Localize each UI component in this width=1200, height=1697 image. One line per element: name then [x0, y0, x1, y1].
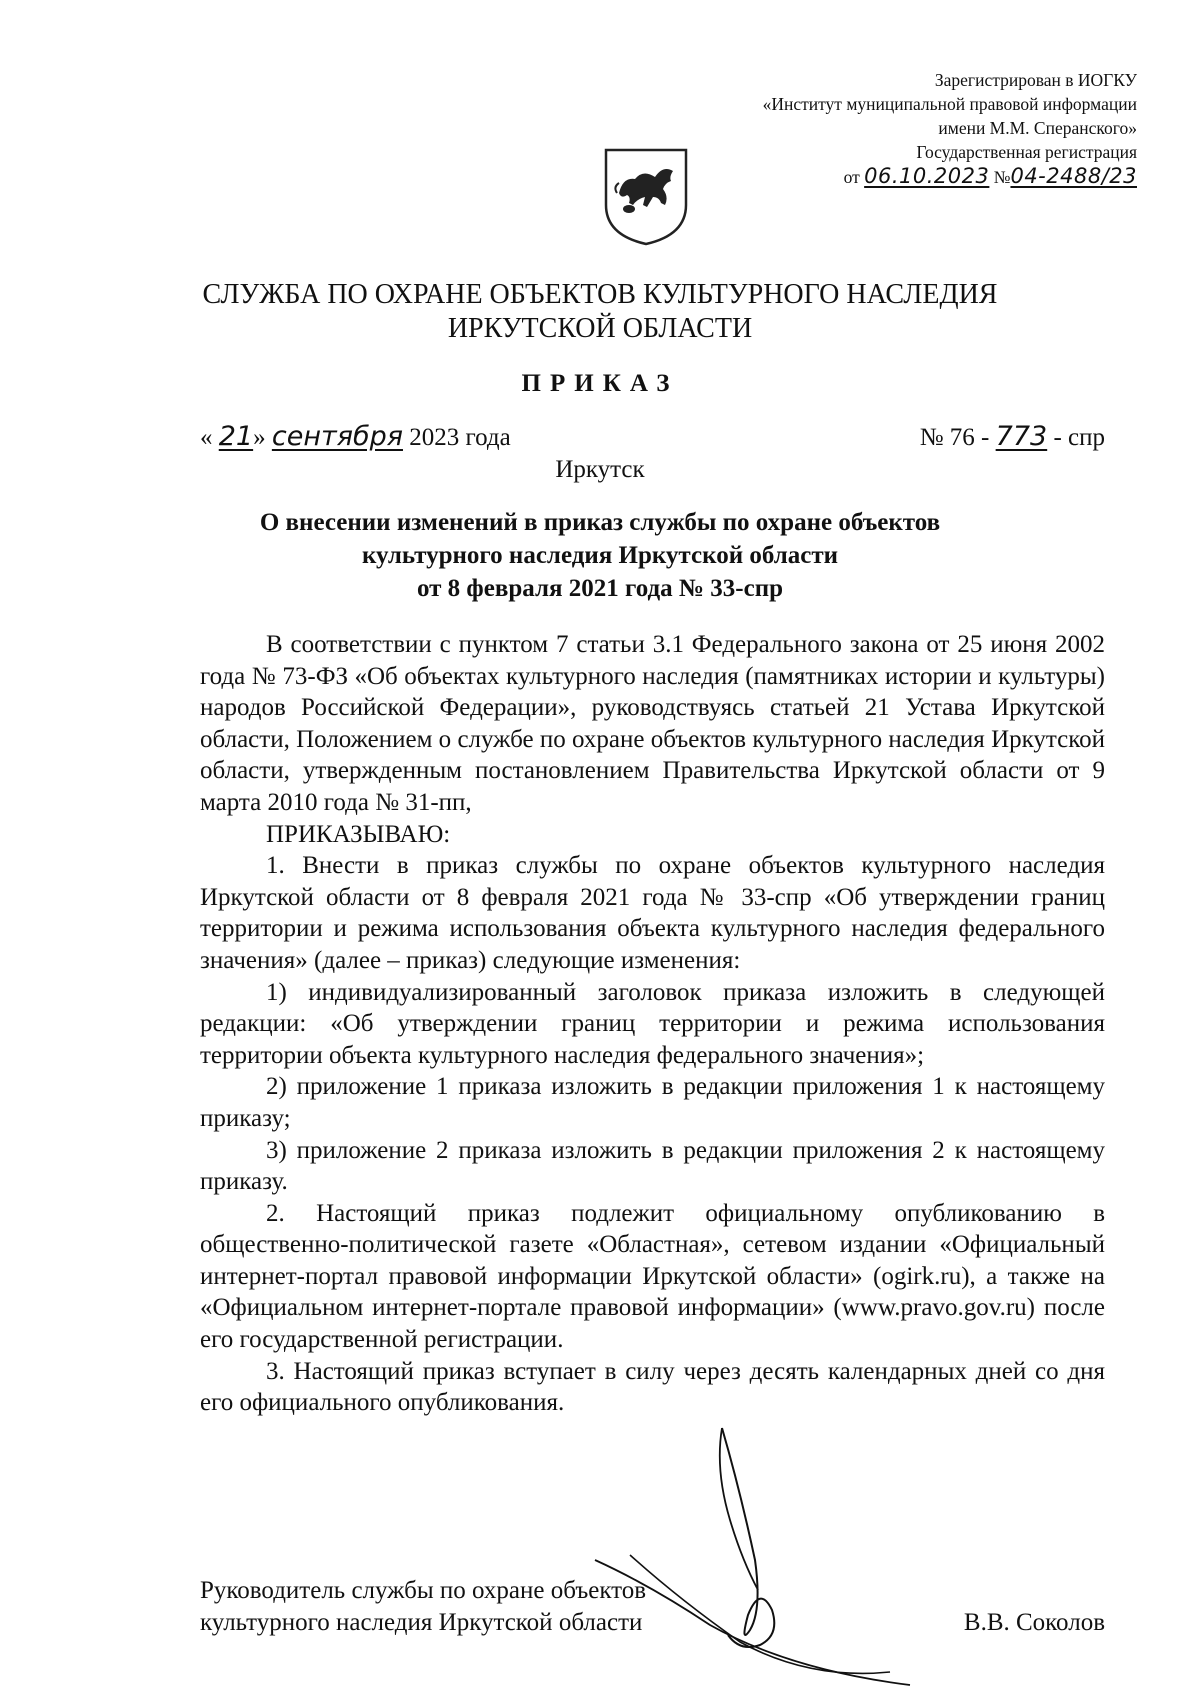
date-day: 21 [218, 421, 254, 452]
registration-number-label: № [993, 167, 1011, 187]
order-word: ПРИКАЗЫВАЮ: [266, 820, 451, 848]
organization-title-line-2: ИРКУТСКОЙ ОБЛАСТИ [447, 313, 753, 344]
signer-name: В.В. Соколов [963, 1609, 1105, 1636]
registration-line-2: «Институт муниципальной правовой информации [762, 94, 1137, 114]
organization-title [0, 278, 1200, 346]
registration-line-5 [617, 164, 1137, 189]
document-heading [150, 506, 1050, 605]
order-number-suffix: - спр [1053, 424, 1105, 451]
registration-line-3: имени М.М. Сперанского» [938, 118, 1137, 138]
item-1-2-paragraph: 2) приложение 1 приказа изложить в редакции приложения 1 к настоящему приказу; [200, 1073, 1105, 1132]
item-1-paragraph: 1. Внести в приказ службы по охране объектов культурного наследия Иркутской области от 8 февраля 2021 года № 33-спр «Об утверждении границ территории и режима использования объекта культурного наследия федерального значения» (далее – приказ) следующие изменения: [200, 852, 1105, 974]
handwritten-signature-icon [590, 1410, 920, 1690]
date-month: сентября [271, 421, 403, 452]
organization-title-line-1: СЛУЖБА ПО ОХРАНЕ ОБЪЕКТОВ КУЛЬТУРНОГО НАСЛЕДИЯ [202, 279, 998, 310]
date-close-quote: » [253, 424, 266, 451]
preamble-paragraph: В соответствии с пунктом 7 статьи 3.1 Федерального закона от 25 июня 2002 года № 73-ФЗ «Об объектах культурного наследия (памятниках истории и культуры) народов Российской Федерации», руководствуясь статьей 21 Устава Иркутской области, Положением о службе по охране объектов культурного наследия Иркутской области, утвержденным постановлением Правительства Иркутской области от 9 марта 2010 года № 31-пп, [200, 631, 1105, 816]
registration-line-4: Государственная регистрация [916, 142, 1137, 162]
order-date [200, 421, 511, 452]
order-number [920, 421, 1105, 452]
registration-from-label: от [843, 167, 860, 187]
heading-line-2: культурного наследия Иркутской области [361, 542, 839, 569]
registration-stamp [617, 68, 1137, 189]
item-3-paragraph: 3. Настоящий приказ вступает в силу через десять календарных дней со дня его официального опубликования. [200, 1357, 1105, 1417]
date-year: 2023 года [409, 424, 511, 451]
document-body [200, 629, 1105, 1419]
order-number-prefix: № 76 - [919, 424, 990, 451]
irkutsk-coat-of-arms-icon [603, 147, 689, 247]
city: Иркутск [555, 456, 645, 483]
order-number-value: 773 [995, 421, 1048, 452]
signer-position-line-1: Руководитель службы по охране объектов [200, 1577, 647, 1604]
item-1-1-paragraph: 1) индивидуализированный заголовок приказа изложить в следующей редакции: «Об утверждении границ территории и режима использования территории объекта культурного наследия федерального значения»; [200, 978, 1105, 1069]
signature-block [200, 1575, 1105, 1639]
registration-number: 04-2488/23 [1010, 164, 1137, 188]
registration-line-1: Зарегистрирован в ИОГКУ [934, 70, 1137, 90]
heading-line-3: от 8 февраля 2021 года № 33-спр [416, 575, 784, 602]
item-1-3-paragraph: 3) приложение 2 приказа изложить в редакции приложения 2 к настоящему приказу. [200, 1136, 1105, 1196]
document-type: ПРИКАЗ [521, 370, 679, 397]
item-2-paragraph: 2. Настоящий приказ подлежит официальному опубликованию в общественно-политической газете «Областная», сетевом издании «Официальный интернет-портал правовой информации Иркутской области» (ogirk.ru), а также на «Официальном интернет-портале правовой информации» (www.pravo.gov.ru) после его государственной регистрации. [200, 1199, 1105, 1354]
date-open-quote: « [200, 424, 213, 451]
heading-line-1: О внесении изменений в приказ службы по охране объектов [259, 509, 941, 536]
registration-date: 06.10.2023 [864, 164, 990, 188]
signer-position-line-2: культурного наследия Иркутской области [200, 1609, 643, 1636]
